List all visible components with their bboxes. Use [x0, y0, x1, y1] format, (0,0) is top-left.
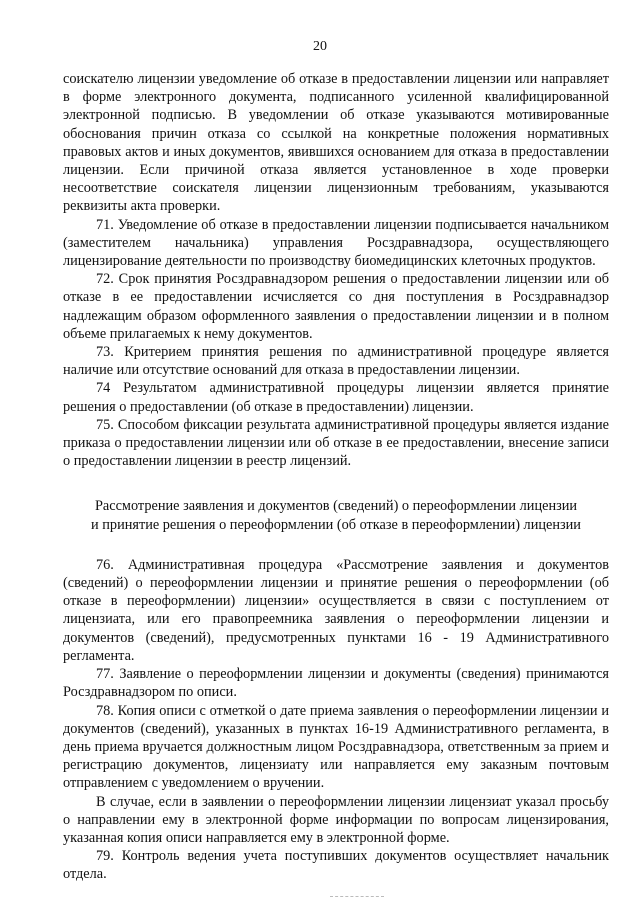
paragraph-continuation: соискателю лицензии уведомление об отказе в предоставлении лицензии или направляет в форме электронного документа, подписанного усиленной квалифицированной электронной подписью. В уведомлении об отказе указываются мотивированные обоснования причин отказа со ссылкой на конкретные положения нормативных правовых актов и иных документов, явившихся основанием для отказа в предоставлении лицензии. Если причиной отказа является установленное в ходе проверки несоответствие соискателя лицензии лицензионным требованиям, указываются реквизиты акта проверки. [63, 71, 609, 215]
paragraph-76: 76. Административная процедура «Рассмотрение заявления и документов (сведений) о переоформлении лицензии и принятие решения о переоформлении (об отказе в переоформлении) лицензии» осуществляется в связи с поступлением от лицензиата, или его правопреемника заявления о переоформлении лицензии и документов (сведений), предусмотренных пунктами 16 - 19 Административного регламента. [63, 556, 609, 664]
section-heading-line-1: Рассмотрение заявления и документов (сведений) о переоформлении лицензии [94, 498, 578, 515]
section-heading [63, 497, 609, 533]
paragraph-71: 71. Уведомление об отказе в предоставлении лицензии подписывается начальником (заместителем начальника) управления Росздравнадзора, осуществляющего лицензирование деятельности по производству биомедицинских клеточных продуктов. [63, 216, 609, 270]
document-body [63, 70, 609, 884]
paragraph-74: 74 Результатом административной процедуры лицензии является принятие решения о предоставлении (об отказе в предоставлении) лицензии. [63, 380, 609, 415]
paragraph-73: 73. Критерием принятия решения по административной процедуре является наличие или отсутствие оснований для отказа в предоставлении лицензии. [63, 344, 609, 379]
paragraph-72: 72. Срок принятия Росздравнадзором решения о предоставлении лицензии или об отказе в ее предоставлении исчисляется со дня поступления в Росздравнадзор надлежащим образом оформленного заявления о предоставлении лицензии и в полном объеме прилагаемых к нему документов. [63, 271, 609, 342]
footer-scan-mark [330, 896, 384, 899]
paragraph-79: 79. Контроль ведения учета поступивших документов осуществляет начальник отдела. [63, 848, 609, 883]
paragraph-78: 78. Копия описи с отметкой о дате приема заявления о переоформлении лицензии и документов (сведений), указанных в пунктах 16-19 Административного регламента, в день приема вручается должностным лицом Росздравнадзора, ответственным за прием и регистрацию документов, лицензиату или направляется ему заказным почтовым отправлением с уведомлением о вручении. [63, 702, 609, 792]
paragraph-75: 75. Способом фиксации результата административной процедуры является издание приказа о предоставлении лицензии или об отказе в ее предоставлении, внесение записи о предоставлении лицензии в реестр лицензий. [63, 416, 609, 470]
section-heading-line-2: и принятие решения о переоформлении (об отказе в переоформлении) лицензии [91, 516, 581, 533]
page-number: 20 [313, 39, 327, 54]
paragraph-78-note: В случае, если в заявлении о переоформлении лицензии лицензиат указал просьбу о направлении ему в электронной форме информации по вопросам лицензирования, указанная копия описи направляется ему в электронной форме. [63, 793, 609, 846]
paragraph-77: 77. Заявление о переоформлении лицензии и документы (сведения) принимаются Росздравнадзором по описи. [63, 666, 609, 701]
